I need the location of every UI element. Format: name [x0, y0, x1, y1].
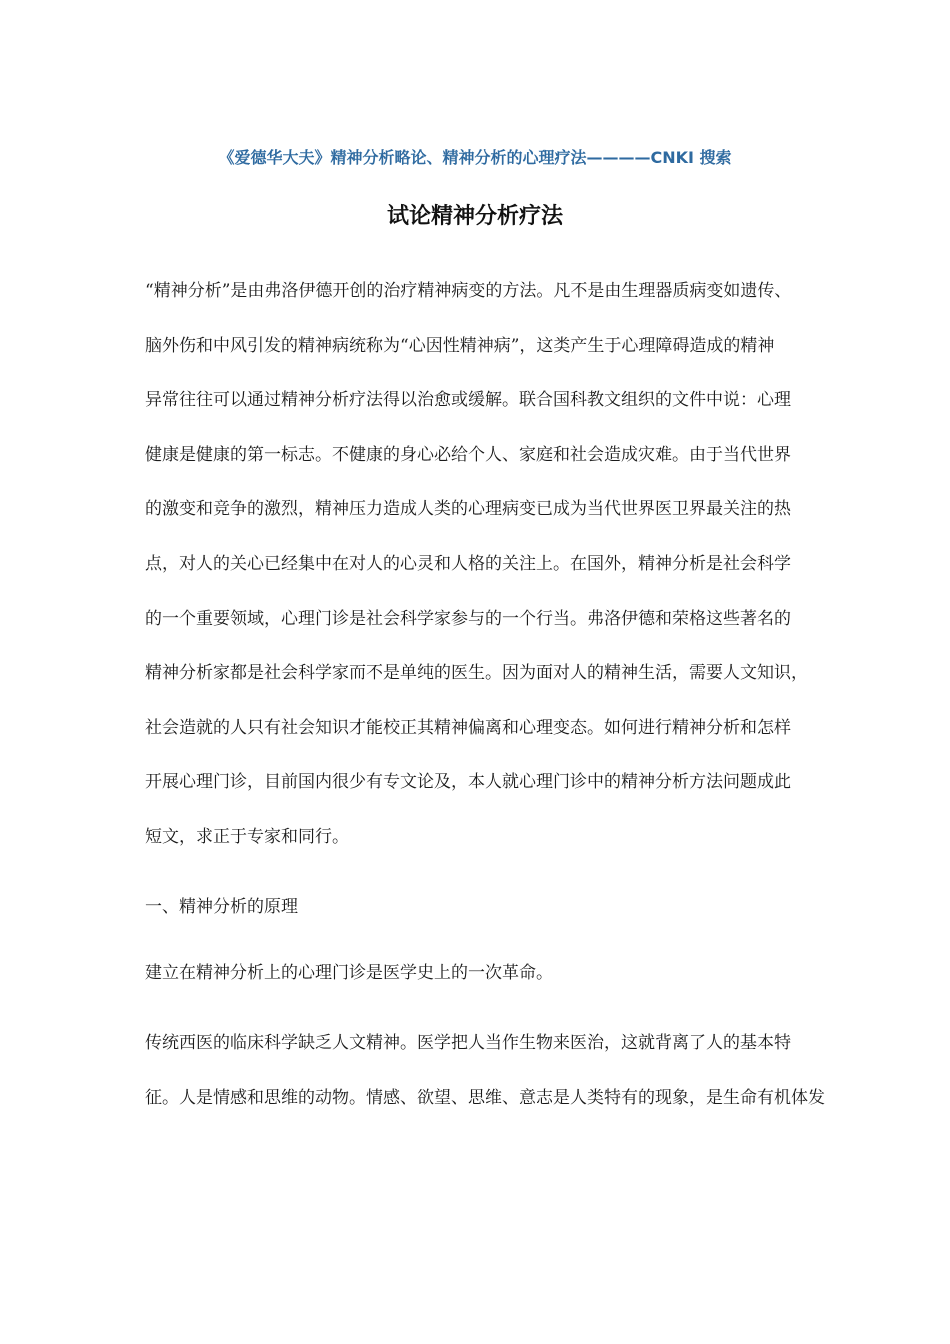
- document-title: 试论精神分析疗法: [386, 204, 563, 229]
- paragraph-2-line: 建立在精神分析上的心理门诊是医学史上的一次革命。: [145, 963, 553, 983]
- intro-line: “精神分析”是由弗洛伊德开创的治疗精神病变的方法。凡不是由生理器质病变如遗传、: [145, 281, 792, 301]
- intro-line: 短文，求正于专家和同行。: [145, 826, 349, 847]
- intro-line: 的激变和竞争的激烈，精神压力造成人类的心理病变已成为当代世界医卫界最关注的热: [145, 499, 791, 520]
- intro-line: 点，对人的关心已经集中在对人的心灵和人格的关注上。在国外，精神分析是社会科学: [145, 553, 791, 574]
- intro-paragraph: [145, 264, 810, 865]
- intro-line: 异常往往可以通过精神分析疗法得以治愈或缓解。联合国科教文组织的文件中说：心理: [145, 390, 791, 411]
- cnki-search-link[interactable]: 《爱德华大夫》精神分析略论、精神分析的心理疗法————CNKI 搜索: [218, 148, 732, 167]
- paragraph-2: [145, 946, 810, 1001]
- paragraph-3-line: 传统西医的临床科学缺乏人文精神。医学把人当作生物来医治，这就背离了人的基本特: [145, 1033, 791, 1053]
- intro-line: 精神分析家都是社会科学家而不是单纯的医生。因为面对人的精神生活，需要人文知识，: [145, 663, 808, 684]
- intro-line: 健康是健康的第一标志。不健康的身心必给个人、家庭和社会造成灾难。由于当代世界: [145, 444, 791, 465]
- paragraph-3: [145, 1016, 825, 1125]
- intro-line: 社会造就的人只有社会知识才能校正其精神偏离和心理变态。如何进行精神分析和怎样: [145, 717, 791, 738]
- intro-line: 脑外伤和中风引发的精神病统称为“心因性精神病”，这类产生于心理障碍造成的精神: [145, 335, 775, 356]
- section-heading: [145, 880, 810, 935]
- section-heading-text: 一、精神分析的原理: [145, 897, 298, 917]
- intro-line: 开展心理门诊，目前国内很少有专文论及，本人就心理门诊中的精神分析方法问题成此: [145, 772, 791, 793]
- paragraph-3-line: 征。人是情感和思维的动物。情感、欲望、思维、意志是人类特有的现象，是生命有机体发: [145, 1087, 825, 1108]
- intro-line: 的一个重要领域，心理门诊是社会科学家参与的一个行当。弗洛伊德和荣格这些著名的: [145, 608, 791, 629]
